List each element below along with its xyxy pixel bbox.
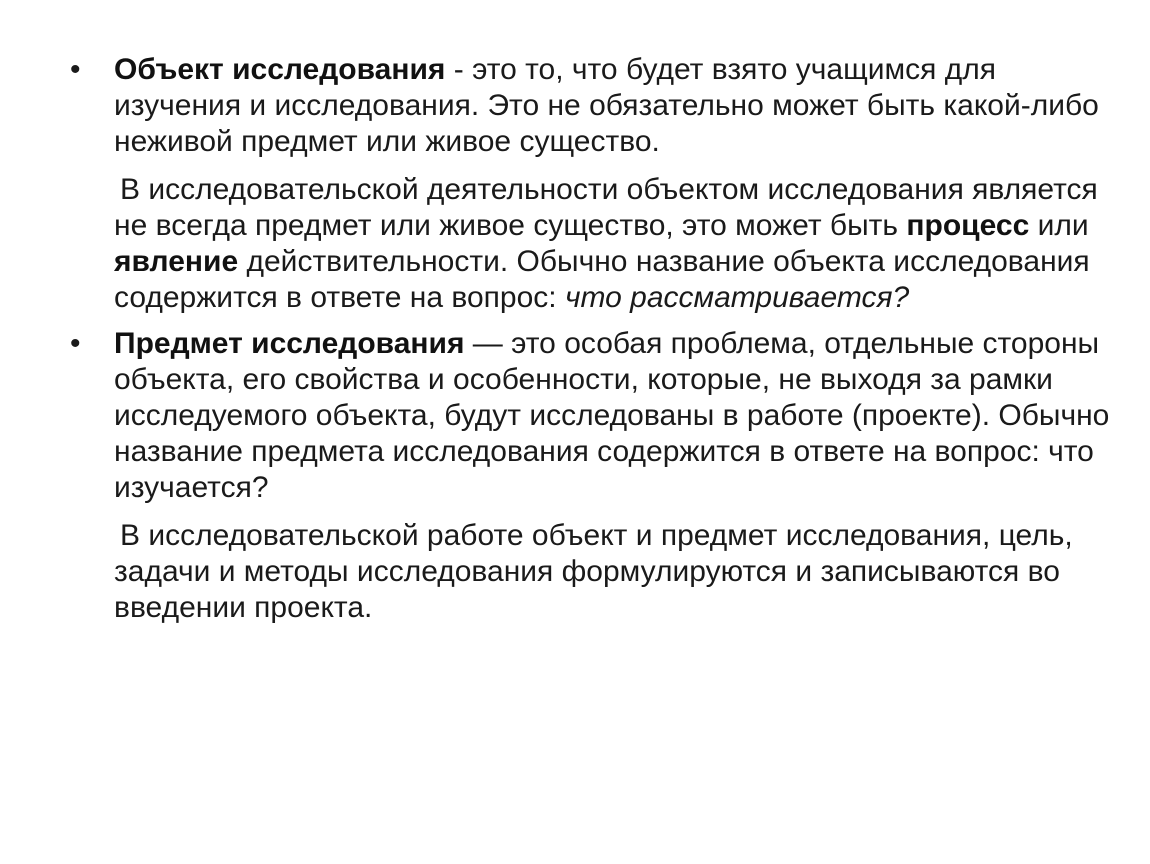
subject-text <box>114 327 1109 504</box>
object-note-question: что рассматривается? <box>564 281 910 314</box>
object-note-part2: или <box>1029 209 1089 242</box>
object-note-paragraph <box>70 172 1110 316</box>
bullet-object <box>70 52 1110 160</box>
object-text <box>114 53 1099 158</box>
subject-term: Предмет исследования <box>114 327 465 360</box>
object-note-process: процесс <box>906 209 1030 242</box>
closing-text: В исследовательской работе объект и предмет исследования, цель, задачи и методы исследования формулируются и записываются во введении проекта. <box>114 519 1073 624</box>
object-definition: - это то, что будет взято учащимся для изучения и исследования. Это не обязательно может быть какой-либо неживой предмет или живое существо. <box>114 53 1099 158</box>
object-note-part1: В исследовательской деятельности объектом исследования является не всегда предмет или живое существо, это может быть <box>114 173 1098 242</box>
object-term: Объект исследования <box>114 53 446 86</box>
bullet-marker: • <box>70 327 81 360</box>
object-note-phenomenon: явление <box>114 245 239 278</box>
bullet-subject <box>70 326 1110 506</box>
slide-content <box>70 52 1110 626</box>
closing-paragraph <box>70 518 1110 626</box>
bullet-marker: • <box>70 53 81 86</box>
subject-definition: — это особая проблема, отдельные стороны объекта, его свойства и особенности, которые, не выходя за рамки исследуемого объекта, будут исследованы в работе (проекте). Обычно название предмета исследования содержится в ответе на вопрос: что изучается? <box>114 327 1110 504</box>
object-note-part3: действительности. Обычно название объекта исследования содержится в ответе на вопрос: <box>114 245 1090 314</box>
